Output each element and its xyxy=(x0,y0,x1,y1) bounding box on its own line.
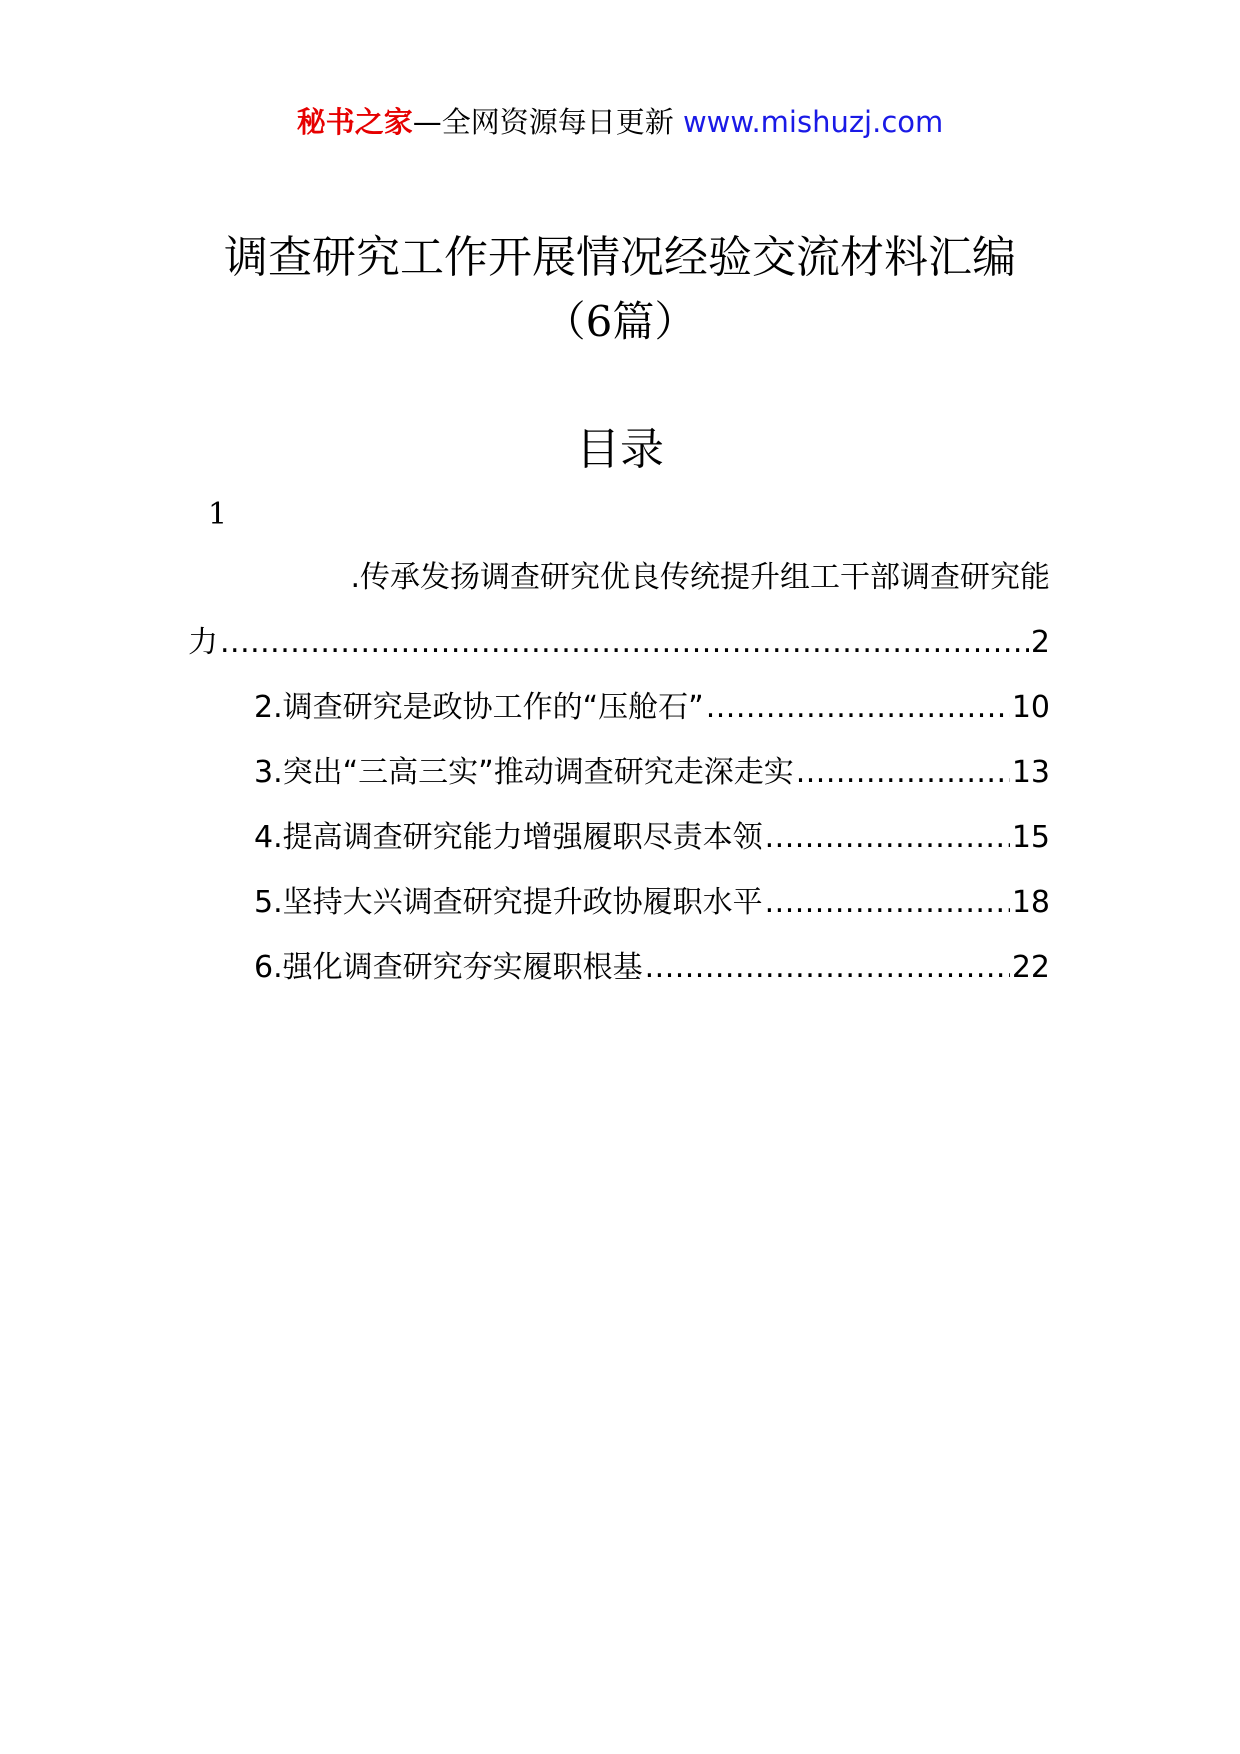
toc-item-1-line2[interactable] xyxy=(188,623,1050,688)
toc-item-6[interactable] xyxy=(188,948,1050,1013)
site-header xyxy=(0,102,1240,142)
toc-page-number: 18 xyxy=(1011,885,1050,920)
toc-heading: 目录 xyxy=(576,424,664,475)
toc-leader-dots xyxy=(765,883,1010,923)
toc-page-number: 10 xyxy=(1011,690,1050,725)
toc-item-label: 力 xyxy=(188,625,218,660)
toc-page-number: 15 xyxy=(1011,820,1050,855)
toc-item-1-line1[interactable] xyxy=(188,558,1050,623)
toc-leader-dots xyxy=(220,623,1029,663)
toc-item-label: .传承发扬调查研究优良传统提升组工干部调查研究能 xyxy=(350,560,1050,595)
toc-leader-dots xyxy=(706,688,1010,728)
document-title: 调查研究工作开展情况经验交流材料汇编 xyxy=(224,232,1016,283)
toc-item-label: 6.强化调查研究夯实履职根基 xyxy=(254,950,643,985)
toc-leader-dots xyxy=(796,753,1010,793)
toc-page-number: 2 xyxy=(1030,625,1050,660)
toc-item-label: 2.调查研究是政协工作的“压舱石” xyxy=(254,690,704,725)
toc-number-line: 1 xyxy=(208,497,228,532)
toc-item-3[interactable] xyxy=(188,753,1050,818)
toc-leader-dots xyxy=(765,818,1010,858)
toc-item-label: 3.突出“三高三实”推动调查研究走深走实 xyxy=(254,755,794,790)
toc-item-4[interactable] xyxy=(188,818,1050,883)
header-tagline: —全网资源每日更新 xyxy=(412,105,674,139)
toc-page-number: 22 xyxy=(1011,950,1050,985)
toc-item-label: 5.坚持大兴调查研究提升政协履职水平 xyxy=(254,885,763,920)
toc-page-number: 13 xyxy=(1011,755,1050,790)
toc-item-label: 4.提高调查研究能力增强履职尽责本领 xyxy=(254,820,763,855)
toc-item-5[interactable] xyxy=(188,883,1050,948)
toc-leader-dots xyxy=(645,948,1010,988)
brand-name: 秘书之家 xyxy=(296,105,413,139)
toc-item-2[interactable] xyxy=(188,688,1050,753)
document-subtitle: （6篇） xyxy=(543,297,697,346)
table-of-contents xyxy=(188,558,1050,1013)
site-url-link[interactable]: www.mishuzj.com xyxy=(682,105,944,139)
